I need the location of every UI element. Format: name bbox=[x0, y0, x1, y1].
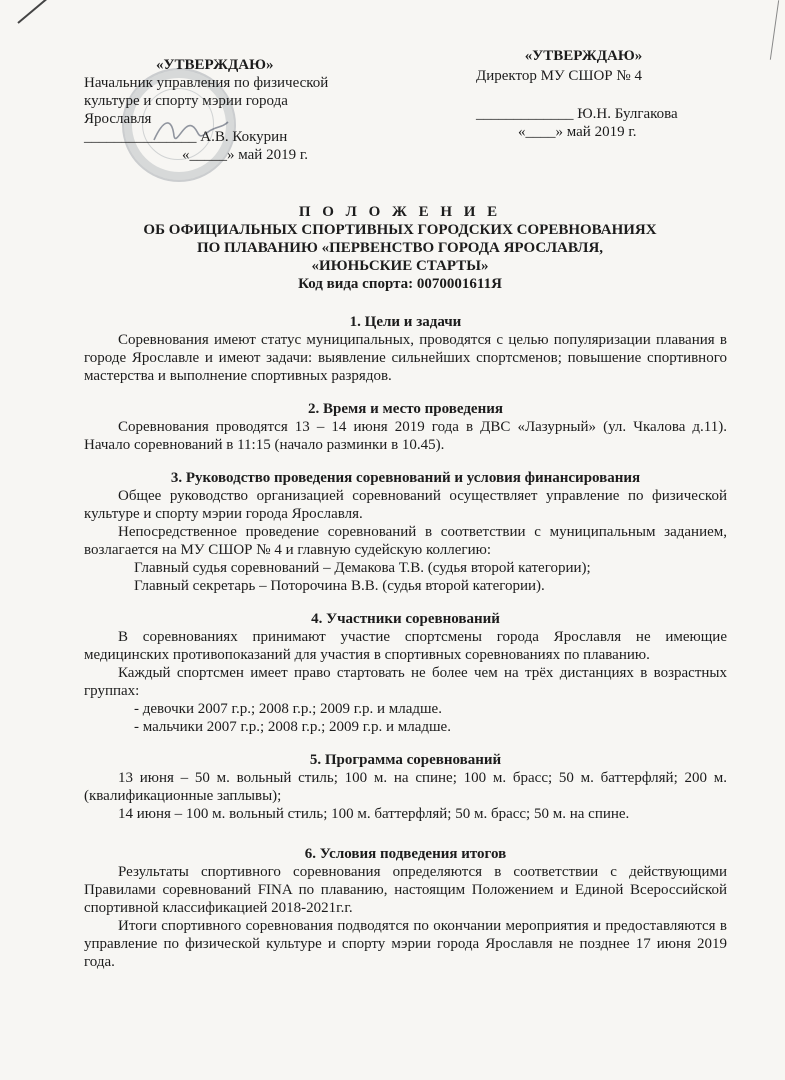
section-heading: 3. Руководство проведения соревнований и условия финансирования bbox=[170, 470, 641, 486]
pen-stroke-mark bbox=[17, 0, 49, 24]
section-line: Главный судья соревнований – Демакова Т.В. (судья второй категории); bbox=[134, 560, 591, 576]
edge-mark bbox=[770, 0, 779, 60]
approval-right-date-line: «____» май 2019 г. bbox=[518, 124, 637, 140]
section-4 bbox=[84, 610, 727, 736]
approval-heading-right: «УТВЕРЖДАЮ» bbox=[524, 48, 643, 64]
section-line: Главный секретарь – Поторочина В.В. (судья второй категории). bbox=[134, 578, 545, 594]
section-heading: 5. Программа соревнований bbox=[309, 752, 502, 768]
approval-block-right bbox=[476, 47, 716, 141]
title-line-1: П О Л О Ж Е Н И Е bbox=[298, 204, 502, 220]
approval-right-signature-line: _____________ Ю.Н. Булгакова bbox=[476, 106, 678, 122]
section-5 bbox=[84, 751, 727, 823]
section-paragraph: Каждый спортсмен имеет право стартовать не более чем на трёх дистанциях в возрастных группах: bbox=[84, 665, 727, 699]
title-line-3: ПО ПЛАВАНИЮ «ПЕРВЕНСТВО ГОРОДА ЯРОСЛАВЛЯ, bbox=[196, 240, 604, 256]
approval-block-left bbox=[84, 56, 374, 164]
document-title bbox=[60, 203, 740, 293]
section-1 bbox=[84, 313, 727, 385]
section-paragraph: Соревнования проводятся 13 – 14 июня 2019 года в ДВС «Лазурный» (ул. Чкалова д.11). Начало соревнований в 11:15 (начало разминки в 10.45). bbox=[84, 419, 727, 453]
title-line-2: ОБ ОФИЦИАЛЬНЫХ СПОРТИВНЫХ ГОРОДСКИХ СОРЕВНОВАНИЯХ bbox=[143, 222, 657, 238]
section-heading: 2. Время и место проведения bbox=[308, 401, 503, 417]
title-line-5: Код вида спорта: 0070001611Я bbox=[298, 276, 502, 292]
section-paragraph: В соревнованиях принимают участие спортсмены города Ярославля не имеющие медицинских противопоказаний для участия в спортивных соревнованиях по плаванию. bbox=[84, 629, 727, 663]
section-paragraph: 13 июня – 50 м. вольный стиль; 100 м. на спине; 100 м. брасс; 50 м. баттерфляй; 200 м. (квалификационные заплывы); bbox=[84, 770, 727, 804]
approval-heading-left: «УТВЕРЖДАЮ» bbox=[156, 57, 274, 73]
section-heading: 1. Цели и задачи bbox=[349, 314, 462, 330]
section-line: - мальчики 2007 г.р.; 2008 г.р.; 2009 г.р. и младше. bbox=[134, 719, 451, 735]
section-heading: 6. Условия подведения итогов bbox=[304, 846, 507, 862]
approval-left-signature-line: _______________ А.В. Кокурин bbox=[84, 129, 288, 145]
approval-right-position: Директор МУ СШОР № 4 bbox=[476, 68, 642, 84]
section-3 bbox=[84, 469, 727, 595]
section-paragraph: Общее руководство организацией соревнований осуществляет управление по физической культуре и спорту мэрии города Ярославля. bbox=[84, 488, 727, 522]
document-body bbox=[84, 313, 727, 971]
approval-left-line-2: культуре и спорту мэрии города bbox=[84, 93, 288, 109]
section-paragraph: Соревнования имеют статус муниципальных, проводятся с целью популяризации плавания в городе Ярославле и имеют задачи: выявление сильнейших спортсменов; повышение спортивного мастерства и выполнение спортивных разрядов. bbox=[84, 332, 727, 384]
section-paragraph: Результаты спортивного соревнования определяются в соответствии с действующими Правилами соревнований FINA по плаванию, настоящим Положением и Единой Всероссийской спортивной классификацией 2018-2021г.г. bbox=[84, 864, 727, 916]
section-6 bbox=[84, 845, 727, 971]
section-paragraph: 14 июня – 100 м. вольный стиль; 100 м. баттерфляй; 50 м. брасс; 50 м. на спине. bbox=[118, 806, 630, 822]
section-2 bbox=[84, 400, 727, 454]
section-heading: 4. Участники соревнований bbox=[311, 611, 500, 627]
approval-left-line-3: Ярославля bbox=[84, 111, 152, 127]
title-line-4: «ИЮНЬСКИЕ СТАРТЫ» bbox=[311, 258, 489, 274]
approval-left-date-line: «_____» май 2019 г. bbox=[182, 147, 309, 163]
section-line: - девочки 2007 г.р.; 2008 г.р.; 2009 г.р. и младше. bbox=[134, 701, 442, 717]
approval-left-line-1: Начальник управления по физической bbox=[84, 75, 329, 91]
section-paragraph: Итоги спортивного соревнования подводятся по окончании мероприятия и предоставляются в управление по физической культуре и спорту мэрии города Ярославля не позднее 17 июня 2019 года. bbox=[84, 918, 727, 970]
section-paragraph: Непосредственное проведение соревнований в соответствии с муниципальным заданием, возлагается на МУ СШОР № 4 и главную судейскую коллегию: bbox=[84, 524, 727, 558]
